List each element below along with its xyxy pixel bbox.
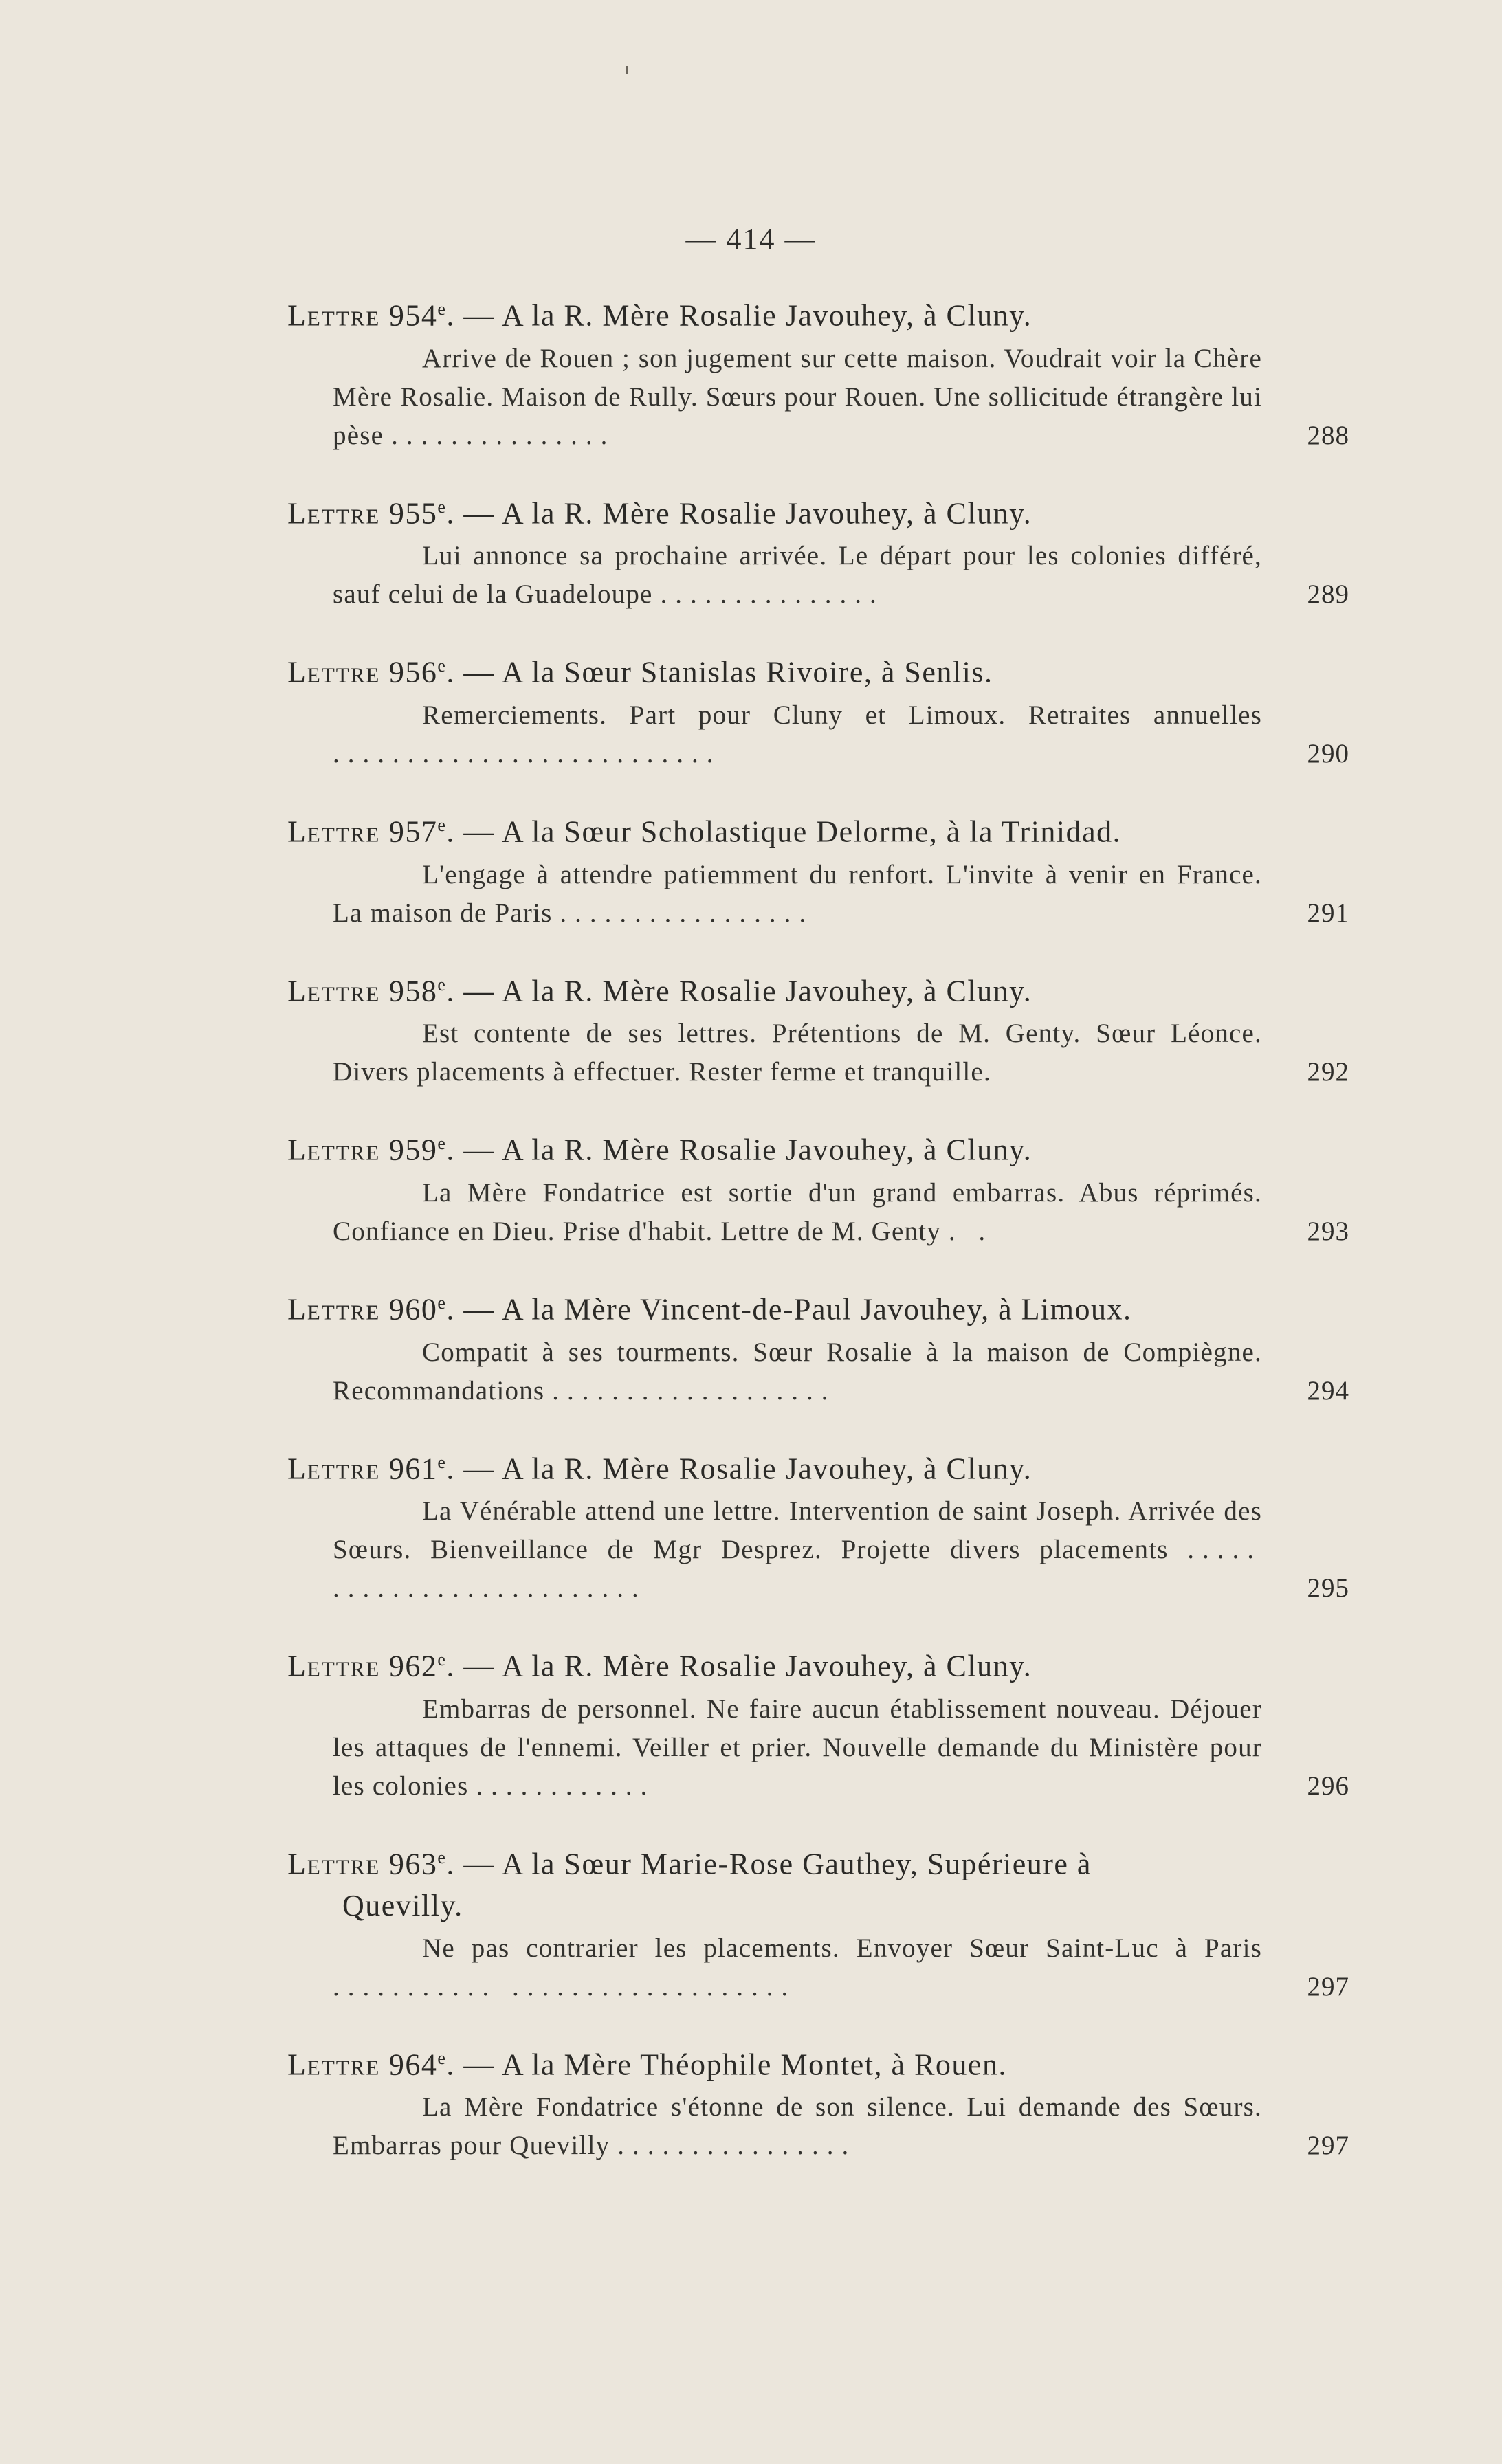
letter-number-suffix: e [437,974,447,995]
letter-number: 962 [388,1649,438,1683]
summary-text: Lui annonce sa prochaine arrivée. Le départ pour les colonies différé, sauf celui de la Guadeloupe [333,541,1262,610]
letter-summary [287,2088,1262,2165]
letter-heading [287,1283,1349,1331]
letter-label: Lettre [287,1649,381,1683]
letter-entry [287,2038,1349,2166]
letter-number-suffix: e [437,656,447,676]
page-reference: 294 [1307,1375,1349,1406]
summary-text: Ne pas contrarier les placements. Envoyer Sœur Saint-Luc à Paris [422,1933,1262,1963]
letter-number: 956 [388,655,438,689]
letter-number-suffix: e [437,2047,447,2068]
letter-recipient: . — A la Sœur Scholastique Delorme, à la Trinidad. [446,814,1122,849]
page-reference: 296 [1307,1771,1349,1801]
summary-text: Embarras de personnel. Ne faire aucun établissement nouveau. Déjouer les attaques de l'ennemi. Veiller et prier. Nouvelle demande du Ministère pour les colonies [333,1694,1262,1801]
page-reference: 295 [1307,1573,1349,1603]
letter-summary [287,1014,1262,1091]
letter-entry [287,1837,1349,2006]
summary-text: Arrive de Rouen ; son jugement sur cette maison. Voudrait voir la Chère Mère Rosalie. Maison de Rully. Sœurs pour Rouen. Une sollicitude étrangère lui pèse [333,343,1262,450]
dot-leader: ............... [660,579,885,610]
letter-heading [287,1639,1349,1687]
letter-recipient: . — A la Sœur Marie-Rose Gauthey, Supérieure à [446,1847,1092,1881]
letter-number-suffix: e [437,1292,447,1313]
letter-number: 955 [388,496,438,531]
letter-summary [287,1174,1262,1251]
letter-label: Lettre [287,1847,381,1881]
letter-label: Lettre [287,2047,381,2082]
letter-heading [287,1837,1349,1927]
letter-summary [287,1492,1262,1608]
letter-summary [287,1333,1262,1410]
summary-row [287,2088,1349,2165]
letter-recipient: . — A la Mère Vincent-de-Paul Javouhey, à Limoux. [446,1292,1132,1327]
summary-text: Compatit à ses tourments. Sœur Rosalie à la maison de Compiègne. Recommandations [333,1337,1262,1406]
letter-summary [287,1690,1262,1806]
letter-entry [287,487,1349,614]
letter-recipient-continued: Quevilly. [342,1888,463,1922]
dot-leader: ................. [560,898,815,928]
letter-entry [287,1283,1349,1410]
letter-entry [287,1639,1349,1806]
letter-number: 957 [388,814,438,849]
summary-text: La Vénérable attend une lettre. Intervention de saint Joseph. Arrivée des Sœurs. Bienveillance de Mgr Desprez. Projette divers placements [333,1496,1262,1565]
table-of-contents [287,289,1349,2197]
letter-label: Lettre [287,1133,381,1167]
letter-recipient: . — A la Sœur Stanislas Rivoire, à Senlis. [446,655,993,689]
letter-heading [287,1123,1349,1171]
letter-number-suffix: e [437,299,447,319]
letter-summary [287,340,1262,455]
letter-recipient: . — A la R. Mère Rosalie Javouhey, à Cluny. [446,974,1032,1008]
page-reference: 291 [1307,898,1349,928]
page-reference: 290 [1307,738,1349,768]
letter-heading [287,1442,1349,1490]
dot-leader: . . [948,1216,994,1246]
dot-leader: ..... ..................... [333,1535,1262,1603]
letter-recipient: . — A la R. Mère Rosalie Javouhey, à Cluny. [446,1133,1032,1167]
page-reference: 297 [1307,1971,1349,2001]
letter-heading [287,487,1349,535]
letter-label: Lettre [287,655,381,689]
dot-leader: ........... ................... [333,1971,797,2001]
letter-heading [287,2038,1349,2086]
page-reference: 293 [1307,1216,1349,1246]
dot-leader: ............ [476,1771,656,1801]
page-reference: 297 [1307,2131,1349,2161]
letter-number-suffix: e [437,814,447,835]
letter-entry [287,964,1349,1092]
dot-leader: ............... [391,420,616,450]
letter-heading [287,805,1349,853]
page-reference: 292 [1307,1057,1349,1087]
letter-entry [287,805,1349,933]
letter-label: Lettre [287,1452,381,1486]
summary-text: L'engage à attendre patiemment du renfort. L'invite à venir en France. La maison de Paris [333,859,1262,928]
letter-heading [287,645,1349,693]
print-mark [626,66,628,74]
page-reference: 288 [1307,420,1349,450]
summary-row [287,1174,1349,1251]
letter-entry [287,1442,1349,1608]
summary-text: La Mère Fondatrice est sortie d'un grand embarras. Abus réprimés. Confiance en Dieu. Prise d'habit. Lettre de M. Genty [333,1177,1262,1246]
letter-number-suffix: e [437,1452,447,1472]
letter-recipient: . — A la R. Mère Rosalie Javouhey, à Cluny. [446,1649,1032,1683]
letter-recipient: . — A la R. Mère Rosalie Javouhey, à Cluny. [446,496,1032,531]
letter-summary [287,1929,1262,2006]
dot-leader: .......................... [333,738,722,768]
letter-recipient: . — A la Mère Théophile Montet, à Rouen. [446,2047,1007,2082]
letter-entry [287,289,1349,455]
letter-number: 960 [388,1292,438,1327]
dot-leader: ................... [552,1375,837,1406]
summary-row [287,1929,1349,2006]
letter-label: Lettre [287,1292,381,1327]
summary-row [287,856,1349,933]
summary-text: La Mère Fondatrice s'étonne de son silence. Lui demande des Sœurs. Embarras pour Quevilly [333,2092,1262,2161]
letter-number-suffix: e [437,496,447,517]
letter-summary [287,537,1262,614]
letter-label: Lettre [287,496,381,531]
summary-row [287,1690,1349,1806]
letter-summary [287,696,1262,773]
page-number: — 414 — [685,222,817,256]
summary-row [287,537,1349,614]
letter-number: 954 [388,298,438,333]
summary-row [287,1014,1349,1091]
letter-number: 958 [388,974,438,1008]
letter-label: Lettre [287,814,381,849]
letter-recipient: . — A la R. Mère Rosalie Javouhey, à Cluny. [446,1452,1032,1486]
letter-recipient: . — A la R. Mère Rosalie Javouhey, à Cluny. [446,298,1032,333]
letter-number: 964 [388,2047,438,2082]
letter-number: 959 [388,1133,438,1167]
letter-number: 963 [388,1847,438,1881]
letter-number: 961 [388,1452,438,1486]
letter-entry [287,1123,1349,1251]
letter-summary [287,856,1262,933]
dot-leader: ................ [617,2131,857,2161]
letter-entry [287,645,1349,773]
summary-text: Remerciements. Part pour Cluny et Limoux. Retraites annuelles [422,700,1262,730]
letter-label: Lettre [287,974,381,1008]
letter-number-suffix: e [437,1650,447,1670]
letter-heading [287,289,1349,337]
letter-label: Lettre [287,298,381,333]
letter-number-suffix: e [437,1847,447,1867]
summary-row [287,1333,1349,1410]
letter-heading [287,964,1349,1012]
page-reference: 289 [1307,579,1349,610]
letter-number-suffix: e [437,1133,447,1154]
summary-row [287,696,1349,773]
summary-text: Est contente de ses lettres. Prétentions de M. Genty. Sœur Léonce. Divers placements à effectuer. Rester ferme et tranquille. [333,1019,1262,1087]
summary-row [287,340,1349,455]
summary-row [287,1492,1349,1608]
